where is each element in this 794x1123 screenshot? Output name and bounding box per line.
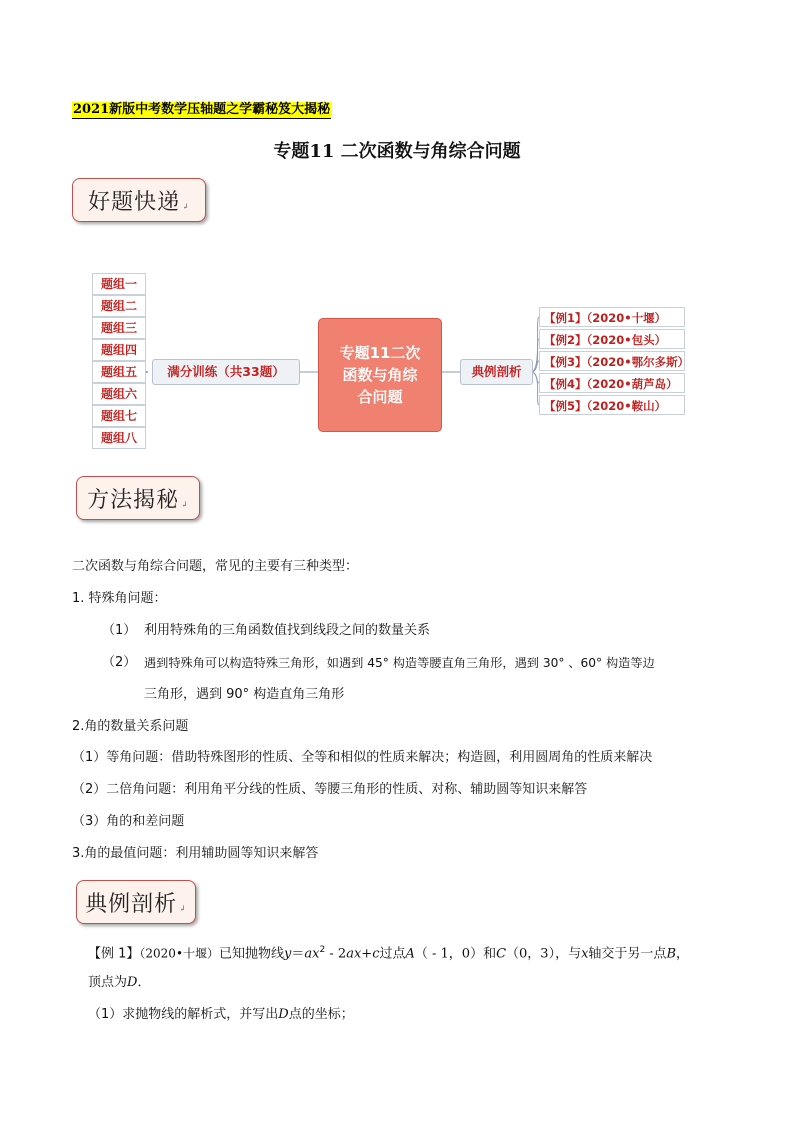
group-item: 题组七 xyxy=(92,405,146,427)
example-text: 过点 xyxy=(379,946,406,962)
example-text: 顶点为 xyxy=(88,975,128,990)
methods-intro: 二次函数与角综合问题，常见的主要有三种类型： xyxy=(72,559,359,574)
group-item: 题组八 xyxy=(92,427,146,449)
point-c-coord: （0，3），与 xyxy=(506,946,582,962)
example-1-line-2 xyxy=(88,973,150,993)
method-item-1-2: 遇到特殊角可以构造特殊三角形，如遇到 45° 构造等腰直角三角形，遇到 30° 、60° 构造等边 xyxy=(144,656,655,670)
method-item-3: 3.角的最值问题：利用辅助圆等知识来解答 xyxy=(72,846,319,861)
badge-label: 好题快递 xyxy=(88,189,181,215)
section-badge-methods xyxy=(76,476,200,520)
series-title: 2021新版中考数学压轴题之学霸秘笈大揭秘 xyxy=(73,102,331,117)
var-y: y xyxy=(284,946,292,962)
group-item: 题组六 xyxy=(92,383,146,405)
example-label: 【例 1】 xyxy=(88,946,140,962)
equals-sign: ＝ xyxy=(291,946,305,962)
var-c: c xyxy=(372,946,380,962)
group-item: 题组二 xyxy=(92,295,146,317)
exponent: 2 xyxy=(319,945,326,955)
group-item: 题组一 xyxy=(92,273,146,295)
example-item: 【例1】（2020•十堰） xyxy=(539,307,685,327)
point-a-coord: （ - 1，0）和 xyxy=(414,946,497,962)
example-item: 【例3】（2020•鄂尔多斯） xyxy=(539,351,685,371)
example-text: 轴交于另一点 xyxy=(588,946,667,962)
example-text: 已知抛物线 xyxy=(219,946,285,962)
return-mark-icon: ↲ xyxy=(182,201,190,211)
method-item-2-2: （2）二倍角问题：利用角平分线的性质、等腰三角形的性质、对称、辅助圆等知识来解答 xyxy=(72,782,588,797)
example-item: 【例2】（2020•包头） xyxy=(539,329,685,349)
example-item: 【例5】（2020•鞍山） xyxy=(539,395,685,415)
example-1-question-1 xyxy=(88,1005,354,1025)
term-ax: ax xyxy=(346,946,362,962)
center-line: 函数与角综 xyxy=(342,366,418,384)
method-item-1-1-num: （1） xyxy=(102,623,137,638)
return-mark-icon: ↲ xyxy=(179,903,187,913)
return-mark-icon: ↲ xyxy=(181,499,189,509)
group-item: 题组三 xyxy=(92,317,146,339)
period: ． xyxy=(137,975,151,990)
point-c: C xyxy=(496,946,507,962)
page-title: 专题11 二次函数与角综合问题 xyxy=(273,141,521,162)
question-text: （1）求抛物线的解析式，并写出 xyxy=(88,1007,279,1022)
point-a: A xyxy=(405,946,415,962)
comma: ， xyxy=(676,946,690,962)
point-d: D xyxy=(127,975,138,990)
group-item: 题组五 xyxy=(92,361,146,383)
badge-label: 方法揭秘 xyxy=(87,487,180,513)
plus-sign: + xyxy=(361,946,373,962)
mindmap-center xyxy=(318,318,442,432)
point-d: D xyxy=(278,1007,289,1022)
method-item-1: 1. 特殊角问题： xyxy=(72,591,167,606)
term-minus-2: - 2 xyxy=(325,946,347,962)
method-item-1-2-num: （2） xyxy=(102,655,137,670)
method-item-2-1: （1）等角问题：借助特殊图形的性质、全等和相似的性质来解决；构造圆，利用圆周角的性质来解决 xyxy=(72,750,653,765)
badge-label: 典例剖析 xyxy=(85,891,178,917)
left-branch-training: 满分训练（共33题） xyxy=(152,359,300,385)
method-item-1-2-cont: 三角形，遇到 90° 构造直角三角形 xyxy=(144,687,345,702)
center-line: 专题11二次 xyxy=(339,344,421,362)
method-item-2: 2.角的数量关系问题 xyxy=(72,719,189,734)
question-text: 点的坐标； xyxy=(288,1007,354,1022)
term-ax: ax xyxy=(304,946,320,962)
method-item-1-1: 利用特殊角的三角函数值找到线段之间的数量关系 xyxy=(144,623,431,638)
center-line: 合问题 xyxy=(357,388,403,406)
section-badge-examples xyxy=(76,880,196,924)
var-x: x xyxy=(581,946,589,962)
method-item-2-3: （3）角的和差问题 xyxy=(72,814,185,829)
example-source: （2020•十堰） xyxy=(139,946,220,961)
example-item: 【例4】（2020•葫芦岛） xyxy=(539,373,685,393)
example-1-line-1 xyxy=(88,940,689,964)
point-b: B xyxy=(666,946,676,962)
right-branch-examples: 典例剖析 xyxy=(460,359,533,385)
group-item: 题组四 xyxy=(92,339,146,361)
